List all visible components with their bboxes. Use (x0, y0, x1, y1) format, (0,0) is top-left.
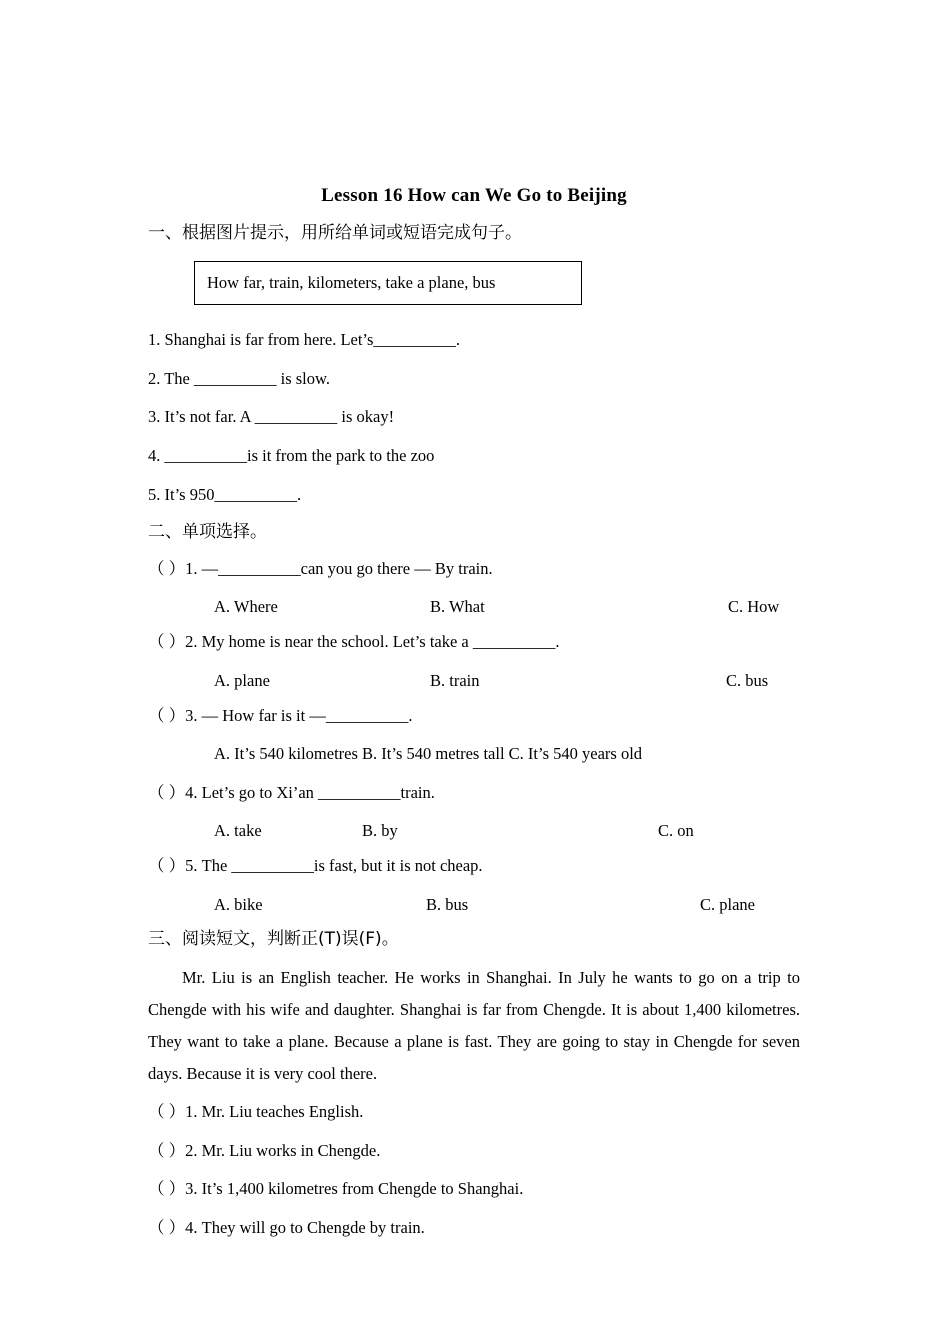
section-3-heading: 三、阅读短文，判断正(T)误(F)。 (148, 928, 399, 949)
choice-item-5-stem: （ ）5. The __________is fast, but it is not cheap. (148, 856, 483, 876)
true-false-item-4: （ ）4. They will go to Chengde by train. (148, 1217, 425, 1237)
choice-1-option-b[interactable]: B. What (430, 597, 485, 617)
fill-blank-item-1: 1. Shanghai is far from here. Let’s__________. (148, 330, 461, 350)
choice-item-5-options (148, 892, 800, 914)
choice-5-option-a[interactable]: A. bike (214, 894, 263, 914)
fill-blank-item-3: 3. It’s not far. A __________ is okay! (148, 407, 395, 427)
choice-4-option-a[interactable]: A. take (214, 821, 262, 841)
true-false-item-2: （ ）2. Mr. Liu works in Chengde. (148, 1140, 381, 1160)
choice-4-option-c[interactable]: C. on (658, 821, 694, 841)
choice-5-option-b[interactable]: B. bus (426, 894, 469, 914)
word-bank-container (194, 261, 800, 306)
section-2-heading: 二、单项选择。 (148, 522, 267, 543)
choice-item-1-options (148, 594, 800, 616)
choice-item-4-stem: （ ）4. Let’s go to Xi’an __________train. (148, 782, 435, 802)
page-title: Lesson 16 How can We Go to Beijing (321, 185, 627, 206)
reading-passage: Mr. Liu is an English teacher. He works in Shanghai. In July he wants to go on a trip to Chengde with his wife and daughter. Shanghai is far from Chengde. It is about 1,400 kilometres. They want to take a plane. Because a plane is fast. They are going to stay in Chengde for seven days. Because it is very cool there. (148, 968, 800, 1083)
fill-blank-item-5: 5. It’s 950__________. (148, 484, 302, 504)
choice-item-2-stem: （ ）2. My home is near the school. Let’s take a __________. (148, 632, 560, 652)
choice-item-4-options (148, 818, 800, 840)
choice-item-3-options[interactable]: A. It’s 540 kilometres B. It’s 540 metres tall C. It’s 540 years old (214, 744, 643, 764)
choice-1-option-c[interactable]: C. How (728, 597, 780, 617)
fill-blank-item-4: 4. __________is it from the park to the zoo (148, 445, 435, 465)
section-1-heading: 一、根据图片提示，用所给单词或短语完成句子。 (148, 223, 522, 243)
choice-4-option-b[interactable]: B. by (362, 821, 398, 841)
choice-2-option-a[interactable]: A. plane (214, 670, 270, 690)
choice-item-2-options (148, 668, 800, 690)
true-false-item-3: （ ）3. It’s 1,400 kilometres from Chengde to Shanghai. (148, 1179, 524, 1199)
true-false-item-1: （ ）1. Mr. Liu teaches English. (148, 1102, 364, 1122)
choice-2-option-b[interactable]: B. train (430, 670, 480, 690)
word-bank: How far, train, kilometers, take a plane, bus (194, 261, 582, 306)
choice-5-option-c[interactable]: C. plane (700, 894, 755, 914)
choice-item-1-stem: （ ）1. —__________can you go there — By train. (148, 558, 493, 578)
choice-2-option-c[interactable]: C. bus (726, 670, 769, 690)
fill-blank-item-2: 2. The __________ is slow. (148, 368, 330, 388)
choice-1-option-a[interactable]: A. Where (214, 597, 278, 617)
choice-item-3-stem: （ ）3. — How far is it —__________. (148, 705, 413, 725)
